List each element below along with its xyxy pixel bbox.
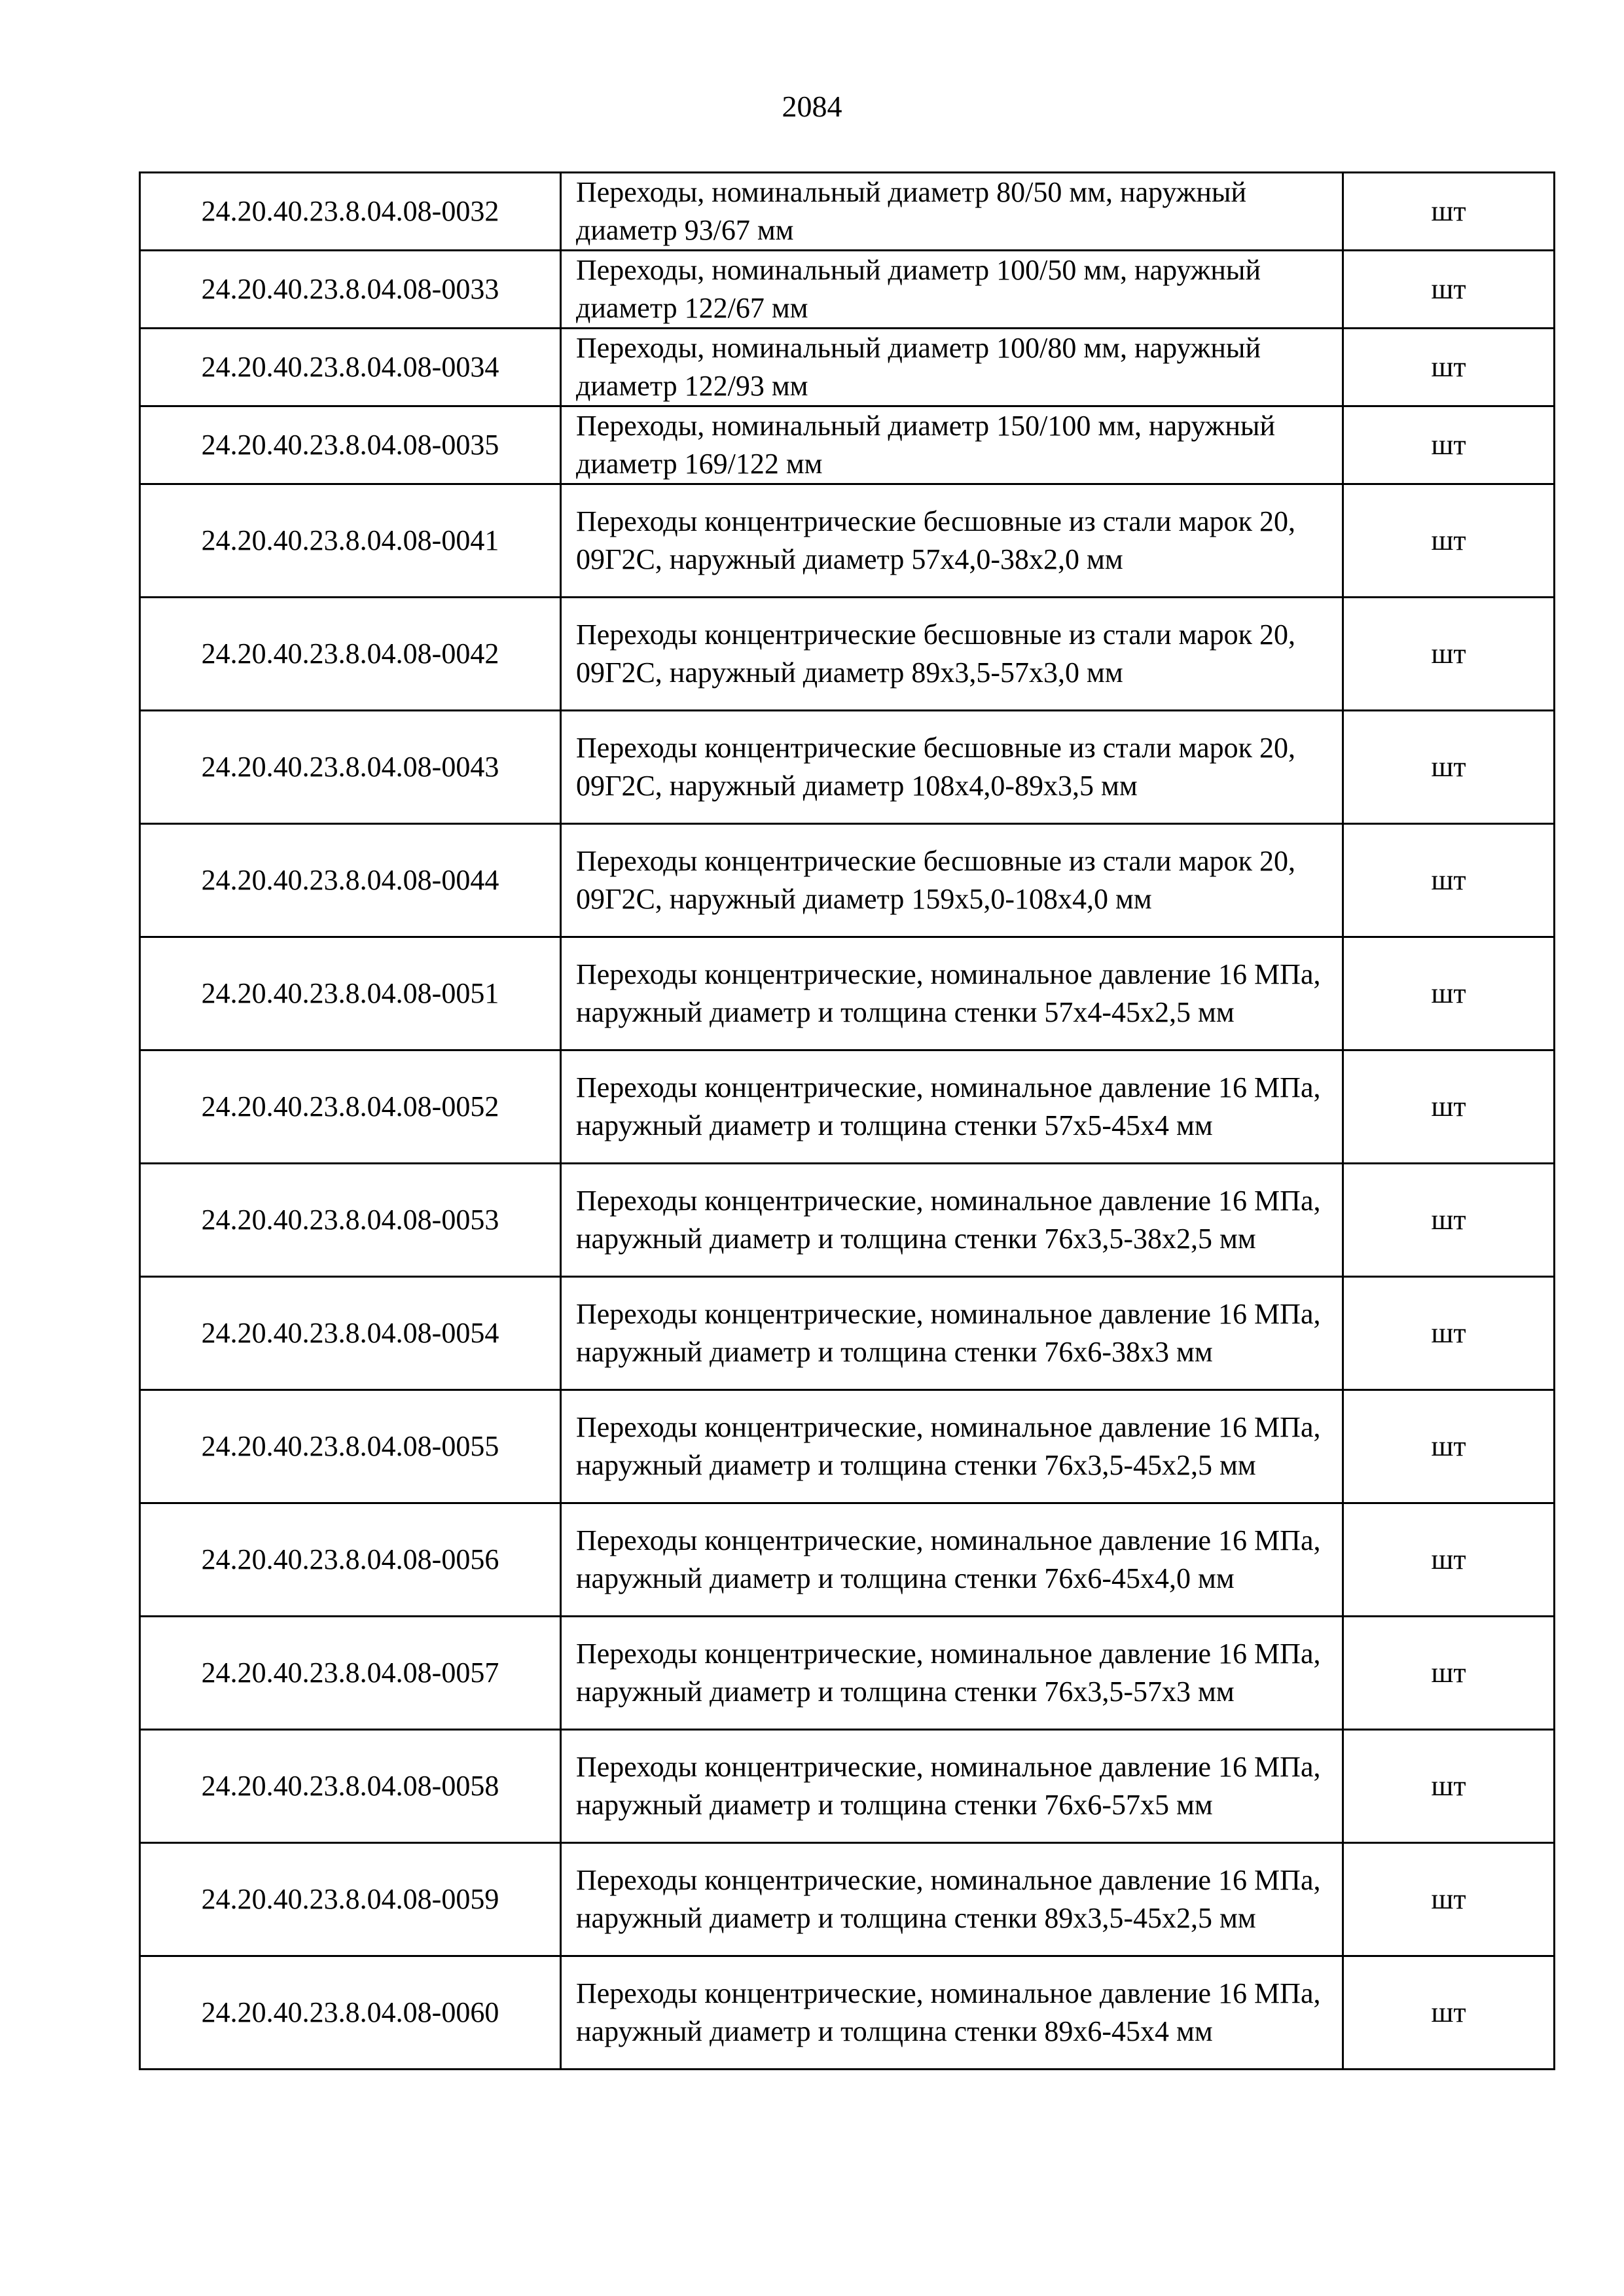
table-row [140,329,1555,406]
resource-description: Переходы концентрические, номинальное давление 16 МПа, наружный диаметр и толщина стенки 89х6-45х4 мм [561,1956,1343,2070]
unit-of-measure: шт [1343,251,1555,329]
unit-of-measure: шт [1343,173,1555,251]
table-row [140,1164,1555,1277]
resource-code: 24.20.40.23.8.04.08-0034 [140,329,561,406]
unit-of-measure: шт [1343,937,1555,1050]
page-number: 2084 [782,90,842,123]
resource-description: Переходы концентрические бесшовные из стали марок 20, 09Г2С, наружный диаметр 159х5,0-108х4,0 мм [561,824,1343,937]
unit-of-measure: шт [1343,1503,1555,1617]
table-row [140,1050,1555,1164]
resource-code: 24.20.40.23.8.04.08-0056 [140,1503,561,1617]
resource-code: 24.20.40.23.8.04.08-0052 [140,1050,561,1164]
resource-code: 24.20.40.23.8.04.08-0058 [140,1730,561,1843]
table-row [140,1730,1555,1843]
resource-description: Переходы, номинальный диаметр 150/100 мм, наружный диаметр 169/122 мм [561,406,1343,484]
unit-of-measure: шт [1343,1390,1555,1503]
resource-description: Переходы концентрические, номинальное давление 16 МПа, наружный диаметр и толщина стенки 76х6-38х3 мм [561,1277,1343,1390]
resource-description: Переходы концентрические, номинальное давление 16 МПа, наружный диаметр и толщина стенки 76х6-57х5 мм [561,1730,1343,1843]
table-row [140,484,1555,598]
table-row [140,598,1555,711]
resource-code: 24.20.40.23.8.04.08-0032 [140,173,561,251]
unit-of-measure: шт [1343,1730,1555,1843]
catalog-table [139,171,1555,2070]
table-row [140,711,1555,824]
table-row [140,406,1555,484]
resource-code: 24.20.40.23.8.04.08-0055 [140,1390,561,1503]
table-row [140,937,1555,1050]
resource-description: Переходы концентрические, номинальное давление 16 МПа, наружный диаметр и толщина стенки 57х5-45х4 мм [561,1050,1343,1164]
table-row [140,1617,1555,1730]
resource-code: 24.20.40.23.8.04.08-0060 [140,1956,561,2070]
table-row [140,251,1555,329]
resource-code: 24.20.40.23.8.04.08-0033 [140,251,561,329]
table-row [140,1277,1555,1390]
resource-code: 24.20.40.23.8.04.08-0035 [140,406,561,484]
resource-description: Переходы концентрические бесшовные из стали марок 20, 09Г2С, наружный диаметр 89х3,5-57х3,0 мм [561,598,1343,711]
unit-of-measure: шт [1343,824,1555,937]
unit-of-measure: шт [1343,484,1555,598]
unit-of-measure: шт [1343,1956,1555,2070]
unit-of-measure: шт [1343,1164,1555,1277]
resource-description: Переходы, номинальный диаметр 80/50 мм, наружный диаметр 93/67 мм [561,173,1343,251]
resource-description: Переходы концентрические, номинальное давление 16 МПа, наружный диаметр и толщина стенки 89х3,5-45х2,5 мм [561,1843,1343,1956]
resource-code: 24.20.40.23.8.04.08-0043 [140,711,561,824]
resource-description: Переходы концентрические бесшовные из стали марок 20, 09Г2С, наружный диаметр 57х4,0-38х2,0 мм [561,484,1343,598]
resource-description: Переходы концентрические бесшовные из стали марок 20, 09Г2С, наружный диаметр 108х4,0-89х3,5 мм [561,711,1343,824]
resource-code: 24.20.40.23.8.04.08-0044 [140,824,561,937]
unit-of-measure: шт [1343,598,1555,711]
resource-description: Переходы концентрические, номинальное давление 16 МПа, наружный диаметр и толщина стенки 57х4-45х2,5 мм [561,937,1343,1050]
unit-of-measure: шт [1343,1277,1555,1390]
resource-code: 24.20.40.23.8.04.08-0059 [140,1843,561,1956]
resource-code: 24.20.40.23.8.04.08-0057 [140,1617,561,1730]
table-row [140,1503,1555,1617]
table-row [140,1390,1555,1503]
unit-of-measure: шт [1343,329,1555,406]
unit-of-measure: шт [1343,711,1555,824]
resource-description: Переходы, номинальный диаметр 100/50 мм, наружный диаметр 122/67 мм [561,251,1343,329]
resource-code: 24.20.40.23.8.04.08-0053 [140,1164,561,1277]
resource-description: Переходы концентрические, номинальное давление 16 МПа, наружный диаметр и толщина стенки 76х6-45х4,0 мм [561,1503,1343,1617]
unit-of-measure: шт [1343,406,1555,484]
resource-code: 24.20.40.23.8.04.08-0042 [140,598,561,711]
unit-of-measure: шт [1343,1617,1555,1730]
unit-of-measure: шт [1343,1843,1555,1956]
table-row [140,1956,1555,2070]
table-row [140,173,1555,251]
resource-description: Переходы концентрические, номинальное давление 16 МПа, наружный диаметр и толщина стенки 76х3,5-45х2,5 мм [561,1390,1343,1503]
table-row [140,824,1555,937]
resource-description: Переходы концентрические, номинальное давление 16 МПа, наружный диаметр и толщина стенки 76х3,5-38х2,5 мм [561,1164,1343,1277]
resource-description: Переходы концентрические, номинальное давление 16 МПа, наружный диаметр и толщина стенки 76х3,5-57х3 мм [561,1617,1343,1730]
resource-description: Переходы, номинальный диаметр 100/80 мм, наружный диаметр 122/93 мм [561,329,1343,406]
resource-code: 24.20.40.23.8.04.08-0051 [140,937,561,1050]
unit-of-measure: шт [1343,1050,1555,1164]
resource-code: 24.20.40.23.8.04.08-0054 [140,1277,561,1390]
table-row [140,1843,1555,1956]
resource-code: 24.20.40.23.8.04.08-0041 [140,484,561,598]
